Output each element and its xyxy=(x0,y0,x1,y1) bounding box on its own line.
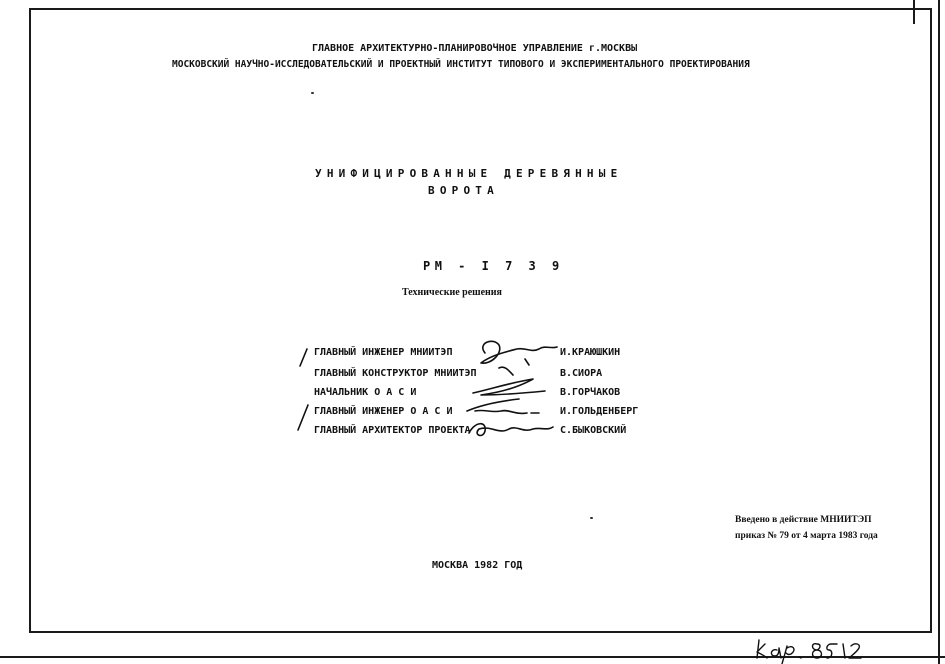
signatory-position: ГЛАВНЫЙ КОНСТРУКТОР МНИИТЭП xyxy=(314,368,477,379)
enactment-notice xyxy=(735,512,878,544)
signatory-name: И.КРАЮШКИН xyxy=(560,347,621,358)
signature-kraushkin xyxy=(481,341,557,365)
enactment-notice-line-2: приказ № 79 от 4 марта 1983 года xyxy=(735,531,878,541)
document-title-line-2: ВОРОТА xyxy=(428,184,499,197)
signatory-name: В.ГОРЧАКОВ xyxy=(560,387,621,398)
header-line-1: ГЛАВНОЕ АРХИТЕКТУРНО-ПЛАНИРОВОЧНОЕ УПРАВЛЕНИЕ г.МОСКВЫ xyxy=(312,43,638,54)
signature-siora xyxy=(499,367,513,375)
top-tick-line xyxy=(913,0,915,24)
right-edge-line xyxy=(938,0,940,664)
scan-speck xyxy=(311,92,314,94)
enactment-notice-line-1: Введено в действие МНИИТЭП xyxy=(735,515,872,525)
signature-gorchakov xyxy=(473,379,545,395)
archive-mark xyxy=(755,636,865,664)
signature-bykovsky xyxy=(469,424,553,436)
signatory-position: ГЛАВНЫЙ АРХИТЕКТОР ПРОЕКТА xyxy=(314,425,471,436)
signatory-name: И.ГОЛЬДЕНБЕРГ xyxy=(560,406,639,417)
city-year: МОСКВА 1982 ГОД xyxy=(432,560,523,571)
header-line-2: МОСКОВСКИЙ НАУЧНО-ИССЛЕДОВАТЕЛЬСКИЙ И ПРОЕКТНЫЙ ИНСТИТУТ ТИПОВОГО И ЭКСПЕРИМЕНТАЛЬНОГО ПРОЕКТИРОВАНИЯ xyxy=(172,59,750,70)
signature-goldenberg xyxy=(467,399,539,413)
document-title-line-1: УНИФИЦИРОВАННЫЕ ДЕРЕВЯННЫЕ xyxy=(315,167,623,180)
signatory-name: В.СИОРА xyxy=(560,368,603,379)
margin-tick-mark xyxy=(298,405,308,430)
scan-speck xyxy=(590,517,593,519)
signatory-position: ГЛАВНЫЙ ИНЖЕНЕР О А С И xyxy=(314,406,453,417)
document-code: РМ - I 7 3 9 xyxy=(423,259,564,273)
signatory-position: НАЧАЛЬНИК О А С И xyxy=(314,387,417,398)
margin-tick-mark xyxy=(300,349,307,366)
signatory-name: С.БЫКОВСКИЙ xyxy=(560,425,627,436)
handwritten-signatures xyxy=(295,335,565,450)
signatory-position: ГЛАВНЫЙ ИНЖЕНЕР МНИИТЭП xyxy=(314,347,453,358)
document-subtitle: Технические решения xyxy=(402,287,502,298)
